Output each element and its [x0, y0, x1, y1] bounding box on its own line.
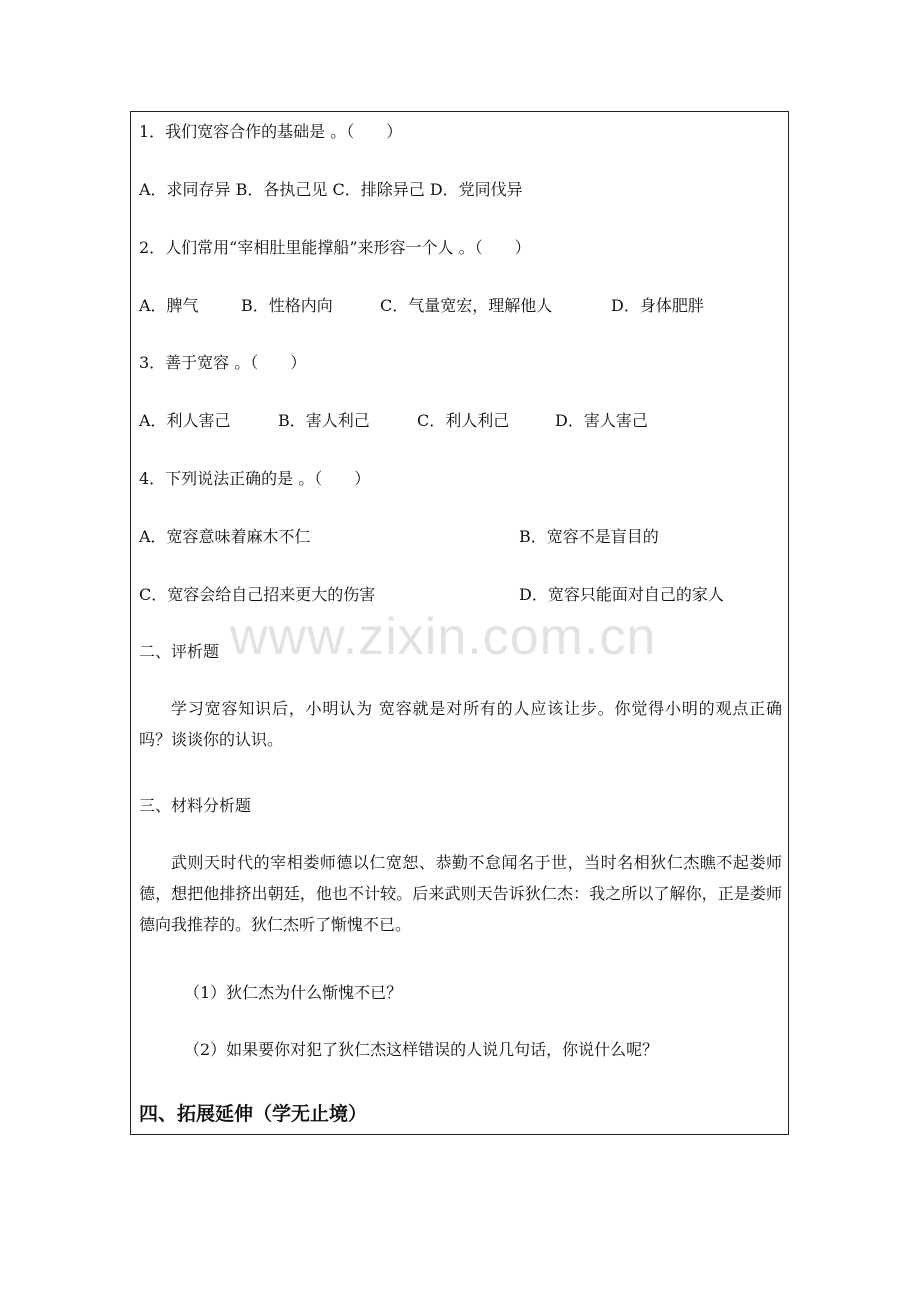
section-3-title: 三、材料分析题	[139, 796, 252, 815]
question-4-option-c: C．宽容会给自己招来更大的伤害	[139, 585, 376, 604]
section-2-title: 二、评析题	[139, 642, 220, 661]
question-1-options: A．求同存异 B．各执己见 C．排除异己 D．党同伐异	[139, 180, 523, 199]
question-3-option-a: A．利人害己	[139, 411, 231, 430]
question-4-option-a: A．宽容意味着麻木不仁	[139, 527, 311, 546]
question-3-option-d: D．害人害己	[555, 411, 648, 430]
section-3-question-2: （2）如果要你对犯了狄仁杰这样错误的人说几句话，你说什么呢？	[184, 1040, 659, 1059]
question-3-option-b: B．害人利己	[278, 411, 370, 430]
question-2-option-a: A．脾气	[139, 296, 199, 315]
question-4-stem: 4．下列说法正确的是 。（ ）	[139, 469, 371, 488]
question-2-stem: 2．人们常用“宰相肚里能撑船”来形容一个人 。（ ）	[139, 238, 531, 257]
question-1-stem: 1．我们宽容合作的基础是 。（ ）	[139, 122, 403, 141]
question-3-stem: 3．善于宽容 。（ ）	[139, 353, 307, 372]
section-4-title: 四、拓展延伸（学无止境）	[139, 1103, 368, 1125]
section-3-body: 武则天时代的宰相娄师德以仁宽恕、恭勤不怠闻名于世，当时名相狄仁杰瞧不起娄师德，想把他排挤出朝廷，他也不计较。后来武则天告诉狄仁杰：我之所以了解你，正是娄师德向我推荐的。狄仁杰听了惭愧不已。	[139, 853, 782, 934]
watermark: www.zixin.com.cn	[230, 608, 657, 666]
section-2-body: 学习宽容知识后，小明认为 宽容就是对所有的人应该让步。你觉得小明的观点正确吗？谈谈你的认识。	[139, 699, 782, 749]
question-4-option-b: B．宽容不是盲目的	[519, 527, 659, 546]
question-3-option-c: C．利人利己	[417, 411, 510, 430]
question-4-option-d: D．宽容只能面对自己的家人	[519, 585, 724, 604]
question-2-option-c: C．气量宽宏，理解他人	[380, 296, 553, 315]
section-3-question-1: （1）狄仁杰为什么惭愧不已？	[184, 983, 403, 1002]
question-2-option-b: B．性格内向	[241, 296, 333, 315]
question-2-option-d: D．身体肥胖	[611, 296, 704, 315]
